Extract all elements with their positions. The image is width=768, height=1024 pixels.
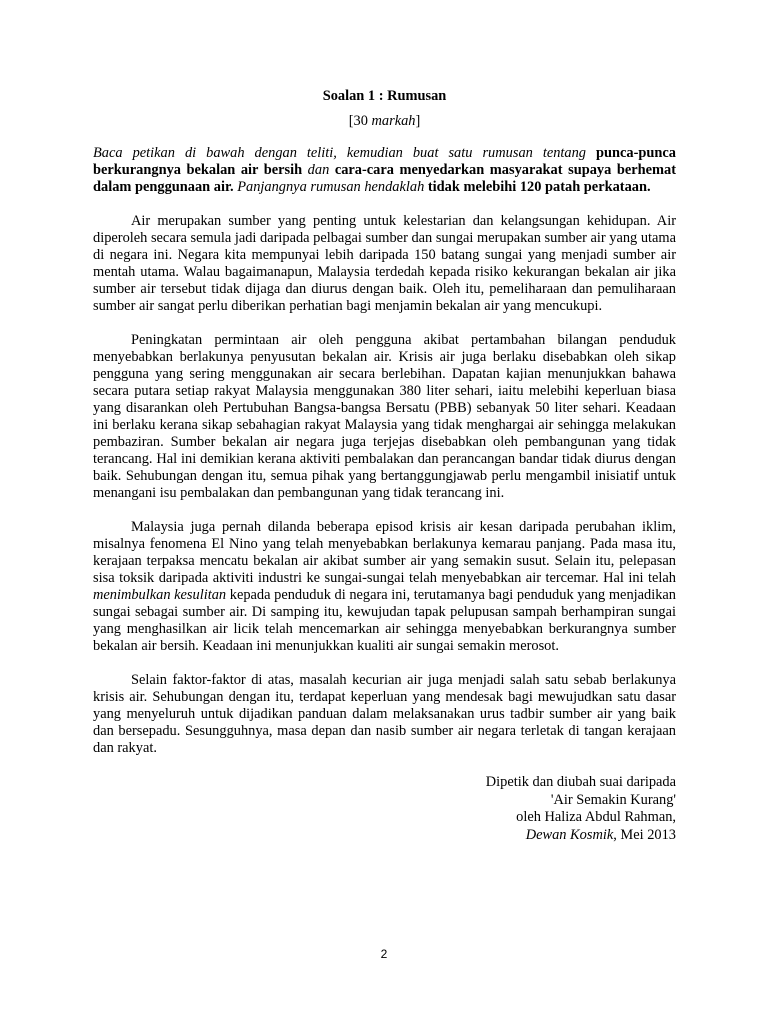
instruction-part-4: cara-cara menyedarkan masyarakat supaya berhemat dalam penggunaan air. [93,162,676,195]
passage-paragraph-1: Air merupakan sumber yang penting untuk kelestarian dan kelangsungan kehidupan. Air diperoleh secara semula jadi daripada pelbagai sumber dan sungai merupakan sumber air yang utama di negara ini. Negara kita mempunyai lebih daripada 150 batang sungai yang menjadi sumber air mentah utama. Walau bagaimanapun, Malaysia terdedah kepada risiko kekurangan bekalan air jika sumber air tersebut tidak dijaga dan diurus dengan baik. Oleh itu, pemeliharaan dan pemuliharaan sumber air sangat perlu diberikan perhatian bagi menjamin bekalan air yang mencukupi. [93,213,676,314]
source-line-4 [93,827,676,845]
source-publication: Dewan Kosmik [525,826,614,843]
instruction-paragraph [93,145,676,196]
document-page [93,88,676,844]
passage-paragraph-4: Selain faktor-faktor di atas, masalah kecurian air juga menjadi salah satu sebab berlakunya krisis air. Sehubungan dengan itu, terdapat keperluan yang mendesak bagi mewujudkan satu dasar yang menyeluruh untuk dijadikan panduan dalam melaksanakan urus tadbir sumber air yang baik dan bersepadu. Sesungguhnya, masa depan dan nasib sumber air negara terletak di tangan kerajaan dan rakyat. [93,672,676,756]
instruction-part-3: dan [307,162,330,178]
page-number: 2 [380,947,388,961]
passage-paragraph-3-part-2: kepada penduduk di negara ini, terutamanya bagi penduduk yang menjadikan sungai sebagai sumber air. Di samping itu, kewujudan tapak pelupusan sampah berhampiran sungai yang menghasilkan air licik telah mencemarkan air sehingga menyebabkan berkurangnya sumber bekalan air bersih. Keadaan ini menunjukkan kualiti air sungai semakin merosot. [93,587,676,654]
source-citation [93,774,676,844]
marks-word: markah [371,113,416,129]
question-title: Soalan 1 : Rumusan [322,88,447,104]
instruction-part-6: tidak melebihi 120 patah perkataan. [424,179,651,195]
source-line-2: 'Air Semakin Kurang' [550,791,676,808]
passage-paragraph-3 [93,519,676,655]
instruction-part-2: punca-punca berkurangnya bekalan air bersih [93,145,677,178]
source-line-3: oleh Haliza Abdul Rahman, [516,809,676,825]
passage-paragraph-3-part-1: Malaysia juga pernah dilanda beberapa episod krisis air kesan daripada perubahan iklim, misalnya fenomena El Nino yang telah menyebabkan berlakunya kemarau panjang. Pada masa itu, kerajaan terpaksa mencatu bekalan air akibat sumber air yang semakin susut. Selain itu, pelepasan sisa toksik daripada aktiviti industri ke sungai-sungai telah menyebabkan air tercemar. Hal ini telah [93,519,676,586]
instruction-part-5: Panjangnya rumusan hendaklah [233,179,425,195]
passage-paragraph-2: Peningkatan permintaan air oleh pengguna akibat pertambahan bilangan penduduk menyebabkan berlakunya penyusutan bekalan air. Krisis air juga berlaku disebabkan oleh sikap pengguna yang sering menggunakan air secara berlebihan. Dapatan kajian menunjukkan bahawa secara putara setiap rakyat Malaysia menggunakan 380 liter sehari, iaitu melebihi keperluan biasa yang disarankan oleh Pertubuhan Bangsa-bangsa Bersatu (PBB) sebanyak 50 liter sehari. Keadaan ini berlaku kerana sikap sebahagian rakyat Malaysia yang tidak menghargai air sehingga melakukan pembaziran. Sumber bekalan air negara juga terjejas disebabkan oleh pembangunan yang tidak terancang. Hal ini demikian kerana aktiviti pembalakan dan perancangan bandar tidak diurus dengan baik. Sehubungan dengan itu, semua pihak yang bertanggungjawab perlu mengambil inisiatif untuk menangani isu pembalakan dan pembangunan yang tidak terancang ini. [93,332,676,501]
source-line-1: Dipetik dan diubah suai daripada [485,774,676,790]
marks-label [93,113,676,130]
source-date: , Mei 2013 [613,826,676,843]
marks-open: [30 [348,113,372,129]
marks-close: ] [415,113,421,129]
instruction-part-1: Baca petikan di bawah dengan teliti, kemudian buat satu rumusan tentang [93,145,587,161]
passage-paragraph-3-italic: menimbulkan kesulitan [93,587,227,603]
